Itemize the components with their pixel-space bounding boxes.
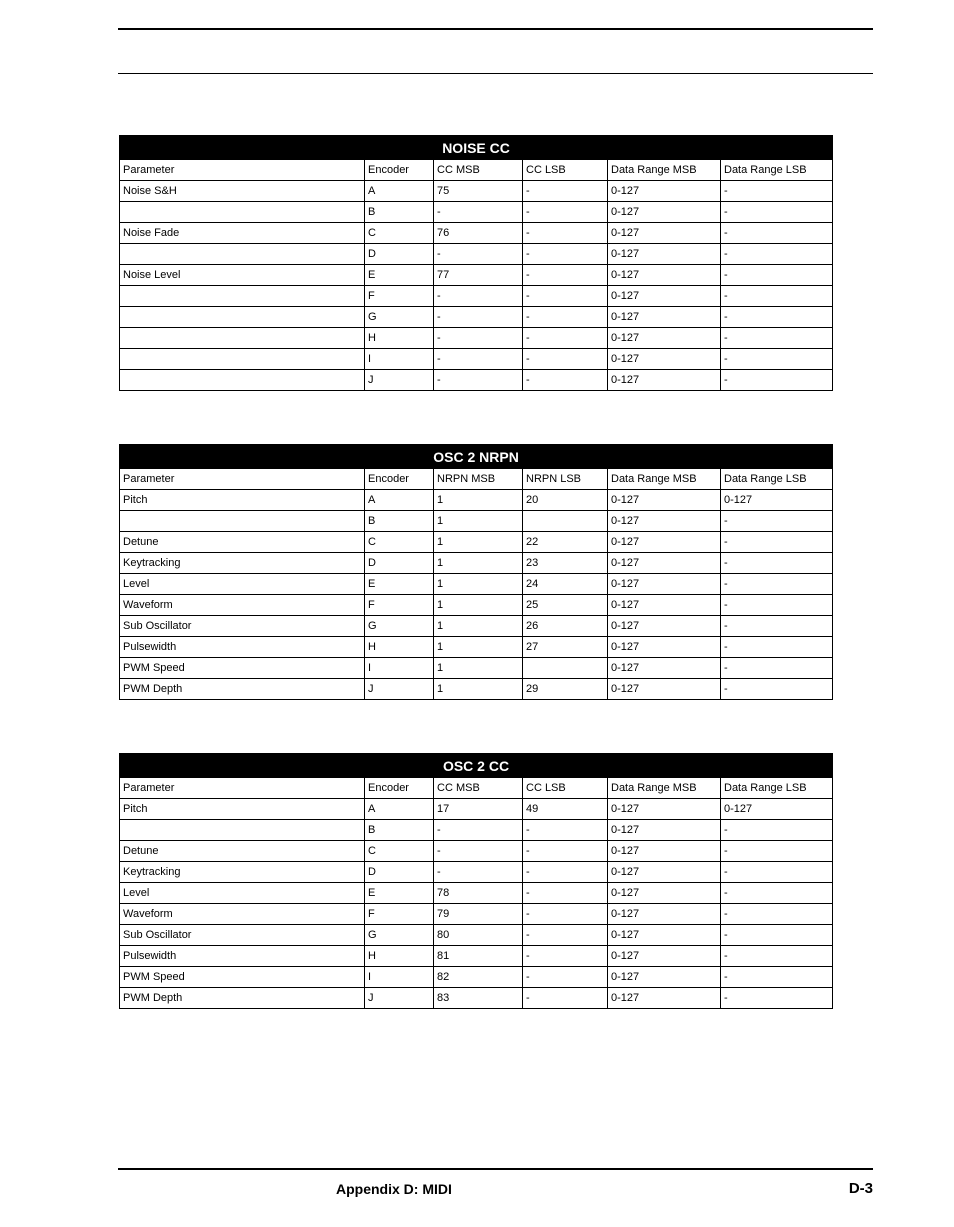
table-row <box>120 658 833 679</box>
table-cell: - <box>434 841 523 862</box>
table-cell: PWM Speed <box>120 967 365 988</box>
table-cell: 0-127 <box>608 925 721 946</box>
table-row <box>120 370 833 391</box>
table-cell: - <box>523 967 608 988</box>
table-cell: - <box>523 904 608 925</box>
table-cell <box>120 511 365 532</box>
table-cell: Waveform <box>120 595 365 616</box>
table-cell: Keytracking <box>120 553 365 574</box>
table-cell: 22 <box>523 532 608 553</box>
osc2-cc-table <box>119 753 833 1009</box>
table-cell: E <box>365 883 434 904</box>
table-cell: 0-127 <box>608 490 721 511</box>
table-cell: H <box>365 637 434 658</box>
table-row <box>120 328 833 349</box>
table-cell: 77 <box>434 265 523 286</box>
table-cell: - <box>721 967 833 988</box>
column-header: Data Range LSB <box>721 160 833 181</box>
table-cell: C <box>365 223 434 244</box>
table-cell: - <box>523 307 608 328</box>
table-cell: 0-127 <box>721 490 833 511</box>
table-cell: J <box>365 679 434 700</box>
table-cell: D <box>365 553 434 574</box>
table-cell: - <box>523 946 608 967</box>
table-cell: Waveform <box>120 904 365 925</box>
table-cell <box>120 820 365 841</box>
table-cell: 0-127 <box>608 946 721 967</box>
table-cell: 1 <box>434 658 523 679</box>
table-cell: - <box>721 637 833 658</box>
table-cell: 0-127 <box>608 511 721 532</box>
table-row <box>120 595 833 616</box>
table-row <box>120 244 833 265</box>
table-cell: - <box>721 349 833 370</box>
table-cell: - <box>523 181 608 202</box>
table-cell: 0-127 <box>608 862 721 883</box>
table-cell: 75 <box>434 181 523 202</box>
table-row <box>120 574 833 595</box>
table-cell: - <box>721 553 833 574</box>
table-row <box>120 637 833 658</box>
table-cell: - <box>523 862 608 883</box>
table-row <box>120 511 833 532</box>
table-cell: - <box>721 532 833 553</box>
table-row <box>120 904 833 925</box>
table-cell: A <box>365 181 434 202</box>
table-cell: J <box>365 988 434 1009</box>
table-cell: 29 <box>523 679 608 700</box>
table-cell: - <box>434 328 523 349</box>
table-header-row <box>120 778 833 799</box>
table-cell: E <box>365 265 434 286</box>
table-cell: 0-127 <box>608 658 721 679</box>
table-cell: 0-127 <box>608 349 721 370</box>
table-cell: 0-127 <box>608 553 721 574</box>
table-cell: - <box>523 328 608 349</box>
table-cell: - <box>523 265 608 286</box>
table-cell: 1 <box>434 553 523 574</box>
table-cell: 1 <box>434 511 523 532</box>
table-row <box>120 307 833 328</box>
table-cell: A <box>365 490 434 511</box>
table-row <box>120 841 833 862</box>
column-header: CC LSB <box>523 778 608 799</box>
table-cell: - <box>721 820 833 841</box>
table-header-row <box>120 469 833 490</box>
noise-cc-table <box>119 135 833 391</box>
table-cell: 0-127 <box>608 883 721 904</box>
table-cell: B <box>365 202 434 223</box>
table-cell: 1 <box>434 637 523 658</box>
table-cell: - <box>721 988 833 1009</box>
table-cell: D <box>365 862 434 883</box>
table-cell: H <box>365 328 434 349</box>
table-cell: 1 <box>434 574 523 595</box>
table-cell: B <box>365 820 434 841</box>
table-cell: 20 <box>523 490 608 511</box>
table-title: OSC 2 NRPN <box>120 445 833 469</box>
table-cell: - <box>721 862 833 883</box>
column-header: Encoder <box>365 469 434 490</box>
header-rule-top <box>118 28 873 30</box>
table-cell: I <box>365 349 434 370</box>
table-cell: 0-127 <box>608 616 721 637</box>
table-cell: Level <box>120 883 365 904</box>
column-header: Parameter <box>120 469 365 490</box>
table-cell: Noise S&H <box>120 181 365 202</box>
table-row <box>120 202 833 223</box>
table-cell: 26 <box>523 616 608 637</box>
table-cell: 0-127 <box>608 286 721 307</box>
table-row <box>120 862 833 883</box>
column-header: Parameter <box>120 778 365 799</box>
table-cell: - <box>434 286 523 307</box>
table-cell: 0-127 <box>608 532 721 553</box>
table-cell <box>120 328 365 349</box>
table-cell: A <box>365 799 434 820</box>
table-cell: 0-127 <box>608 679 721 700</box>
osc2-nrpn-table <box>119 444 833 700</box>
table-cell: - <box>721 946 833 967</box>
table-cell <box>523 658 608 679</box>
table-cell: - <box>434 202 523 223</box>
table-cell: Detune <box>120 841 365 862</box>
table-cell: 0-127 <box>608 799 721 820</box>
table-cell: D <box>365 244 434 265</box>
table-cell: J <box>365 370 434 391</box>
table-cell: 23 <box>523 553 608 574</box>
table-cell: Detune <box>120 532 365 553</box>
table-cell: C <box>365 532 434 553</box>
table-cell: 82 <box>434 967 523 988</box>
table-cell: - <box>721 679 833 700</box>
table-cell: F <box>365 595 434 616</box>
table-cell: - <box>434 307 523 328</box>
table-row <box>120 679 833 700</box>
table-cell: 0-127 <box>608 595 721 616</box>
table-cell: H <box>365 946 434 967</box>
table-cell <box>120 370 365 391</box>
table-cell: Pulsewidth <box>120 946 365 967</box>
table-cell: I <box>365 967 434 988</box>
table-cell: 24 <box>523 574 608 595</box>
table-cell: - <box>523 202 608 223</box>
table-cell: 80 <box>434 925 523 946</box>
table-cell: Pitch <box>120 799 365 820</box>
table-cell: G <box>365 925 434 946</box>
table-cell: - <box>523 223 608 244</box>
table-cell: C <box>365 841 434 862</box>
table-cell: 0-127 <box>608 820 721 841</box>
table-row <box>120 967 833 988</box>
table-row <box>120 988 833 1009</box>
footer-section-title: Appendix D: MIDI <box>336 1181 452 1197</box>
table-row <box>120 553 833 574</box>
table-cell: 0-127 <box>608 244 721 265</box>
column-header: Encoder <box>365 160 434 181</box>
table-cell: - <box>523 925 608 946</box>
table-row <box>120 883 833 904</box>
table-cell: 0-127 <box>608 988 721 1009</box>
table-header-row <box>120 160 833 181</box>
table-cell: 0-127 <box>608 904 721 925</box>
table-cell: - <box>721 595 833 616</box>
table-cell: Keytracking <box>120 862 365 883</box>
column-header: Data Range LSB <box>721 778 833 799</box>
column-header: CC MSB <box>434 160 523 181</box>
table-cell <box>120 244 365 265</box>
table-cell: - <box>721 574 833 595</box>
table-row <box>120 616 833 637</box>
column-header: Data Range LSB <box>721 469 833 490</box>
table-cell: 0-127 <box>608 574 721 595</box>
table-cell: - <box>721 244 833 265</box>
column-header: Data Range MSB <box>608 160 721 181</box>
table-cell: - <box>721 616 833 637</box>
table-cell: - <box>523 988 608 1009</box>
table-cell: Noise Level <box>120 265 365 286</box>
table-cell: Noise Fade <box>120 223 365 244</box>
table-cell: 27 <box>523 637 608 658</box>
table-cell: 1 <box>434 595 523 616</box>
table-cell: - <box>721 328 833 349</box>
table-cell: Sub Oscillator <box>120 925 365 946</box>
table-cell: 1 <box>434 532 523 553</box>
column-header: CC LSB <box>523 160 608 181</box>
table-cell: - <box>434 370 523 391</box>
table-cell: - <box>721 265 833 286</box>
table-cell: - <box>721 286 833 307</box>
table-cell: - <box>434 820 523 841</box>
table-cell: 17 <box>434 799 523 820</box>
table-cell: - <box>721 904 833 925</box>
table-cell <box>120 307 365 328</box>
table-row <box>120 181 833 202</box>
table-cell: - <box>721 883 833 904</box>
table-cell: E <box>365 574 434 595</box>
table-cell: - <box>523 841 608 862</box>
table-cell: 0-127 <box>608 265 721 286</box>
table-row <box>120 265 833 286</box>
table-cell: I <box>365 658 434 679</box>
table-cell: 83 <box>434 988 523 1009</box>
table-cell: 0-127 <box>608 328 721 349</box>
table-cell: G <box>365 307 434 328</box>
table-cell: 0-127 <box>608 841 721 862</box>
table-cell: 0-127 <box>608 307 721 328</box>
table-cell: - <box>721 202 833 223</box>
table-cell: 0-127 <box>608 370 721 391</box>
table-row <box>120 286 833 307</box>
table-row <box>120 946 833 967</box>
table-cell: - <box>721 223 833 244</box>
footer-rule <box>118 1168 873 1170</box>
table-cell: - <box>721 925 833 946</box>
column-header: Data Range MSB <box>608 778 721 799</box>
table-cell: - <box>434 349 523 370</box>
table-cell <box>120 286 365 307</box>
column-header: Parameter <box>120 160 365 181</box>
table-cell: - <box>721 181 833 202</box>
table-cell: - <box>434 862 523 883</box>
table-cell: - <box>523 286 608 307</box>
column-header: Data Range MSB <box>608 469 721 490</box>
table-title: OSC 2 CC <box>120 754 833 778</box>
table-cell: Level <box>120 574 365 595</box>
table-row <box>120 223 833 244</box>
table-cell: F <box>365 904 434 925</box>
table-cell: 49 <box>523 799 608 820</box>
table-title: NOISE CC <box>120 136 833 160</box>
table-cell: - <box>523 370 608 391</box>
table-cell <box>120 349 365 370</box>
table-cell: PWM Depth <box>120 679 365 700</box>
table-cell: - <box>721 307 833 328</box>
table-cell: 1 <box>434 679 523 700</box>
table-cell: - <box>523 883 608 904</box>
table-cell: 76 <box>434 223 523 244</box>
table-cell: - <box>523 244 608 265</box>
table-row <box>120 820 833 841</box>
table-cell: 1 <box>434 490 523 511</box>
column-header: CC MSB <box>434 778 523 799</box>
table-cell: 79 <box>434 904 523 925</box>
table-cell: B <box>365 511 434 532</box>
table-cell <box>523 511 608 532</box>
table-cell: 0-127 <box>608 967 721 988</box>
table-row <box>120 490 833 511</box>
table-cell: - <box>721 658 833 679</box>
table-cell: Sub Oscillator <box>120 616 365 637</box>
table-cell <box>120 202 365 223</box>
column-header: NRPN LSB <box>523 469 608 490</box>
table-cell: 1 <box>434 616 523 637</box>
table-cell: - <box>523 820 608 841</box>
table-row <box>120 349 833 370</box>
header-rule-bottom <box>118 73 873 74</box>
table-cell: 78 <box>434 883 523 904</box>
table-cell: - <box>523 349 608 370</box>
table-cell: 0-127 <box>721 799 833 820</box>
table-cell: 0-127 <box>608 223 721 244</box>
table-cell: PWM Speed <box>120 658 365 679</box>
table-cell: - <box>721 370 833 391</box>
table-cell: PWM Depth <box>120 988 365 1009</box>
table-row <box>120 532 833 553</box>
table-cell: F <box>365 286 434 307</box>
column-header: NRPN MSB <box>434 469 523 490</box>
table-cell: - <box>721 841 833 862</box>
table-cell: G <box>365 616 434 637</box>
table-row <box>120 925 833 946</box>
table-cell: Pulsewidth <box>120 637 365 658</box>
table-cell: 81 <box>434 946 523 967</box>
table-row <box>120 799 833 820</box>
table-cell: - <box>434 244 523 265</box>
page-number: D-3 <box>848 1180 873 1197</box>
table-cell: 25 <box>523 595 608 616</box>
column-header: Encoder <box>365 778 434 799</box>
table-cell: 0-127 <box>608 202 721 223</box>
table-cell: 0-127 <box>608 637 721 658</box>
table-cell: 0-127 <box>608 181 721 202</box>
table-cell: Pitch <box>120 490 365 511</box>
table-cell: - <box>721 511 833 532</box>
